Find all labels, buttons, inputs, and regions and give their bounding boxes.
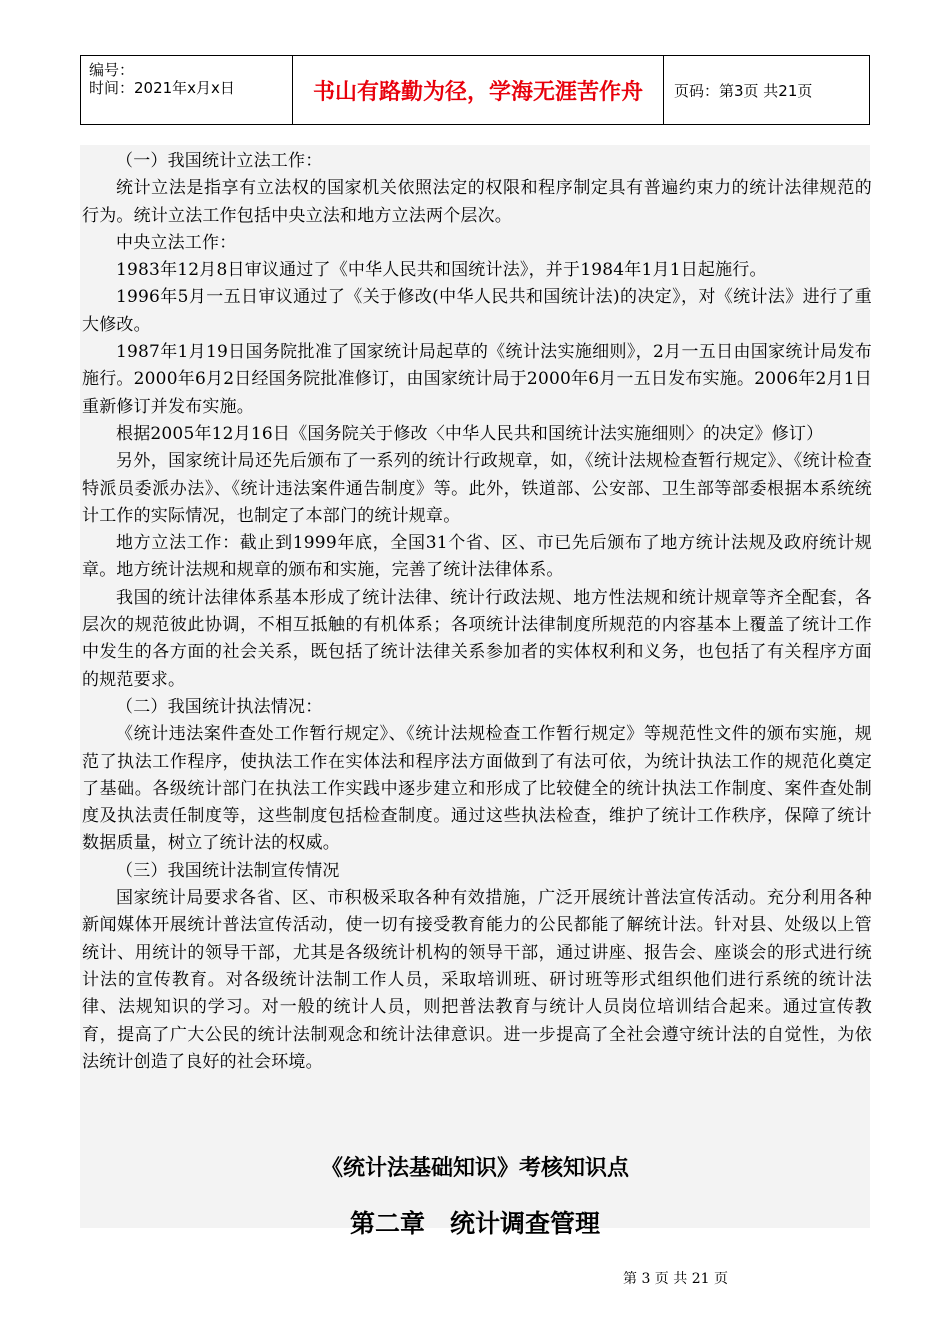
section-titles [80,1150,870,1244]
page-info: 页码：第3页 共21页 [664,56,870,125]
paragraph: （二）我国统计执法情况： [116,696,323,717]
motto: 书山有路勤为径，学海无涯苦作舟 [293,56,664,125]
paragraph: 根据2005年12月16日《国务院关于修改〈中华人民共和国统计法实施细则〉的决定》修订） [116,423,824,444]
header-meta-cell [81,56,293,125]
paragraph: 1983年12月8日审议通过了《中华人民共和国统计法》，并于1984年1月1日起施行。 [116,260,767,281]
document-body [82,148,872,1076]
paragraph: 另外，国家统计局还先后颁布了一系列的统计行政规章，如，《统计法规检查暂行规定》、《统计检查特派员委派办法》、《统计违法案件通告制度》等。此外，铁道部、公安部、卫生部等部委根据本系统统计工作的实际情况，也制定了本部门的统计规章。 [82,451,872,526]
paragraph: 我国的统计法律体系基本形成了统计法律、统计行政法规、地方性法规和统计规章等齐全配套，各层次的规范彼此协调，不相互抵触的有机体系；各项统计法律制度所规范的内容基本上覆盖了统计工作中发生的各方面的社会关系，既包括了统计法律关系参加者的实体权利和义务，也包括了有关程序方面的规范要求。 [82,587,872,690]
header-table [80,55,870,125]
page-footer: 第 3 页 共 21 页 [623,1271,728,1287]
paragraph: 统计立法是指享有立法权的国家机关依照法定的权限和程序制定具有普遍约束力的统计法律规范的行为。统计立法工作包括中央立法和地方立法两个层次。 [82,178,872,226]
chapter-title: 第二章 统计调查管理 [349,1209,600,1238]
paragraph: （一）我国统计立法工作： [116,151,323,171]
code-label: 编号： [89,61,135,79]
book-title: 《统计法基础知识》考核知识点 [320,1155,629,1181]
paragraph: 中央立法工作： [116,232,237,253]
paragraph: 《统计违法案件查处工作暂行规定》、《统计法规检查工作暂行规定》等规范性文件的颁布实施，规范了执法工作程序，使执法工作在实体法和程序法方面做到了有法可依，为统计执法工作的规范化奠定了基础。各级统计部门在执法工作实践中逐步建立和形成了比较健全的统计执法工作制度、案件查处制度及执法责任制度等，这些制度包括检查制度。通过这些执法检查，维护了统计工作秩序，保障了统计数据质量，树立了统计法的权威。 [82,724,872,854]
paragraph: 国家统计局要求各省、区、市积极采取各种有效措施，广泛开展统计普法宣传活动。充分利用各种新闻媒体开展统计普法宣传活动，使一切有接受教育能力的公民都能了解统计法。针对县、处级以上管统计、用统计的领导干部，尤其是各级统计机构的领导干部，通过讲座、报告会、座谈会的形式进行统计法的宣传教育。对各级统计法制工作人员，采取培训班、研讨班等形式组织他们进行系统的统计法律、法规知识的学习。对一般的统计人员，则把普法教育与统计人员岗位培训结合起来。通过宣传教育，提高了广大公民的统计法制观念和统计法律意识。进一步提高了全社会遵守统计法的自觉性，为依法统计创造了良好的社会环境。 [82,888,872,1072]
paragraph: 1987年1月19日国务院批准了国家统计局起草的《统计法实施细则》，2月一五日由国家统计局发布施行。2000年6月2日经国务院批准修订，由国家统计局于2000年6月一五日发布实施。2006年2月1日重新修订并发布实施。 [82,342,872,417]
paragraph: （三）我国统计法制宣传情况 [116,860,340,881]
paragraph: 1996年5月一五日审议通过了《关于修改(中华人民共和国统计法)的决定》，对《统计法》进行了重大修改。 [82,287,872,335]
paragraph: 地方立法工作：截止到1999年底，全国31个省、区、市已先后颁布了地方统计法规及政府统计规章。地方统计法规和规章的颁布和实施，完善了统计法律体系。 [82,533,872,581]
time-label: 时间：2021年x月x日 [89,79,235,97]
